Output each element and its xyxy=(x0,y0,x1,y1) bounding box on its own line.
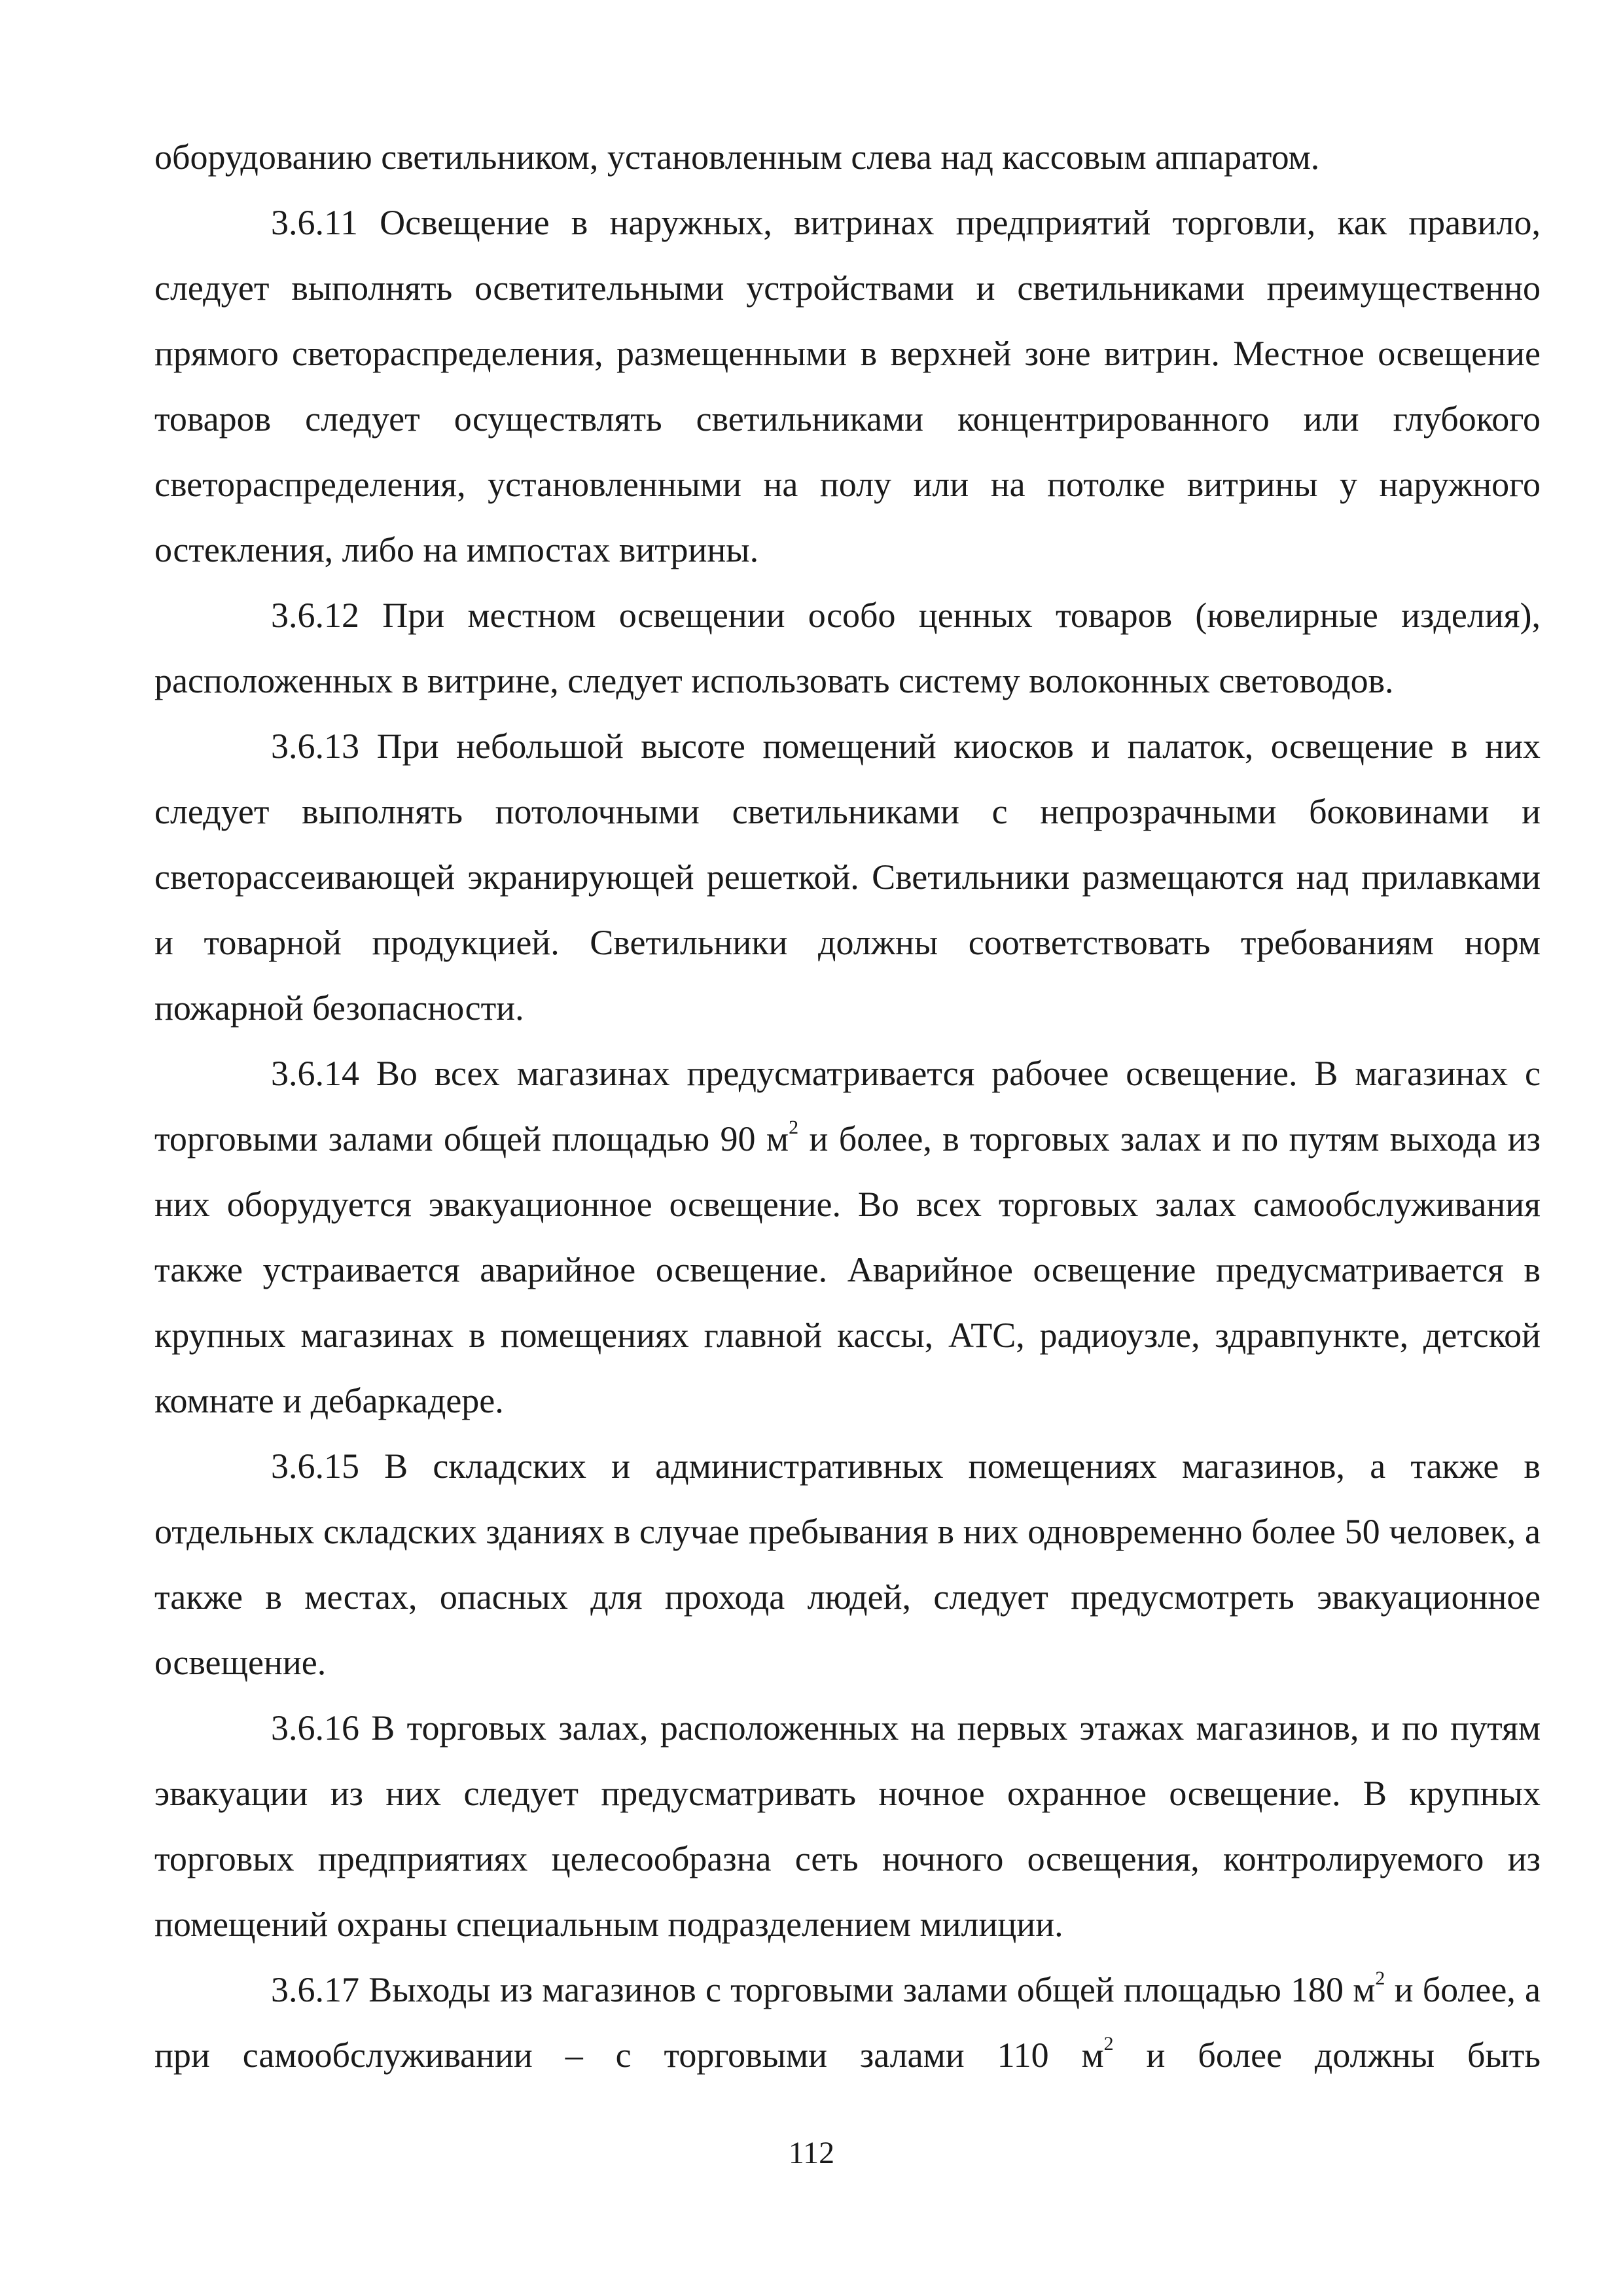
superscript: 2 xyxy=(789,1117,799,1138)
paragraph-text: и более должны быть xyxy=(1113,2036,1541,2075)
paragraph-3-6-14 xyxy=(154,1041,1541,1433)
paragraph-text: 3.6.14 Во всех магазинах предусматривается рабочее освещение. В магазинах с торговыми залами общей площадью 90 м xyxy=(154,1054,1541,1158)
paragraph-3-6-11: 3.6.11 Освещение в наружных, витринах предприятий торговли, как правило, следует выполнять осветительными устройствами и светильниками преимущественно прямого светораспределения, размещенными в верхней зоне витрин. Местное освещение товаров следует осуществлять светильниками концентрированного или глубокого светораспределения, установленными на полу или на потолке витрины у наружного остекления, либо на импостах витрины. xyxy=(154,203,1541,569)
superscript: 2 xyxy=(1103,2033,1114,2054)
paragraph-text: и более, в торговых залах и по путям выхода из них оборудуется эвакуационное освещение. Во всех торговых залах самообслуживания также устраивается аварийное освещение. Аварийное освещение предусматривается в крупных магазинах в помещениях главной кассы, АТС, радиоузле, здравпункте, детской комнате и дебаркадере. xyxy=(154,1119,1541,1420)
superscript: 2 xyxy=(1375,1967,1385,1989)
paragraph-3-6-17 xyxy=(154,1957,1541,2088)
document-page xyxy=(154,124,1541,2088)
paragraph-3-6-12: 3.6.12 При местном освещении особо ценных товаров (ювелирные изделия), расположенных в витрине, следует использовать систему волоконных световодов. xyxy=(154,596,1541,700)
paragraph-3-6-13: 3.6.13 При небольшой высоте помещений киосков и палаток, освещение в них следует выполнять потолочными светильниками с непрозрачными боковинами и светорассеивающей экранирующей решеткой. Светильники размещаются над прилавками и товарной продукцией. Светильники должны соответствовать требованиям норм пожарной безопасности. xyxy=(154,726,1541,1028)
paragraph-3-6-15: 3.6.15 В складских и административных помещениях магазинов, а также в отдельных складских зданиях в случае пребывания в них одновременно более 50 человек, а также в местах, опасных для прохода людей, следует предусмотреть эвакуационное освещение. xyxy=(154,1446,1541,1682)
paragraph-continuation: оборудованию светильником, установленным слева над кассовым аппаратом. xyxy=(154,137,1320,177)
paragraph-text: и более, а при самообслуживании – с торговыми залами 110 м xyxy=(154,1970,1541,2075)
paragraph-text: 3.6.17 Выходы из магазинов с торговыми залами общей площадью 180 м xyxy=(271,1970,1376,2009)
page-number: 112 xyxy=(788,2136,835,2170)
paragraph-3-6-16: 3.6.16 В торговых залах, расположенных на первых этажах магазинов, и по путям эвакуации из них следует предусматривать ночное охранное освещение. В крупных торговых предприятиях целесообразна сеть ночного освещения, контролируемого из помещений охраны специальным подразделением милиции. xyxy=(154,1708,1541,1944)
